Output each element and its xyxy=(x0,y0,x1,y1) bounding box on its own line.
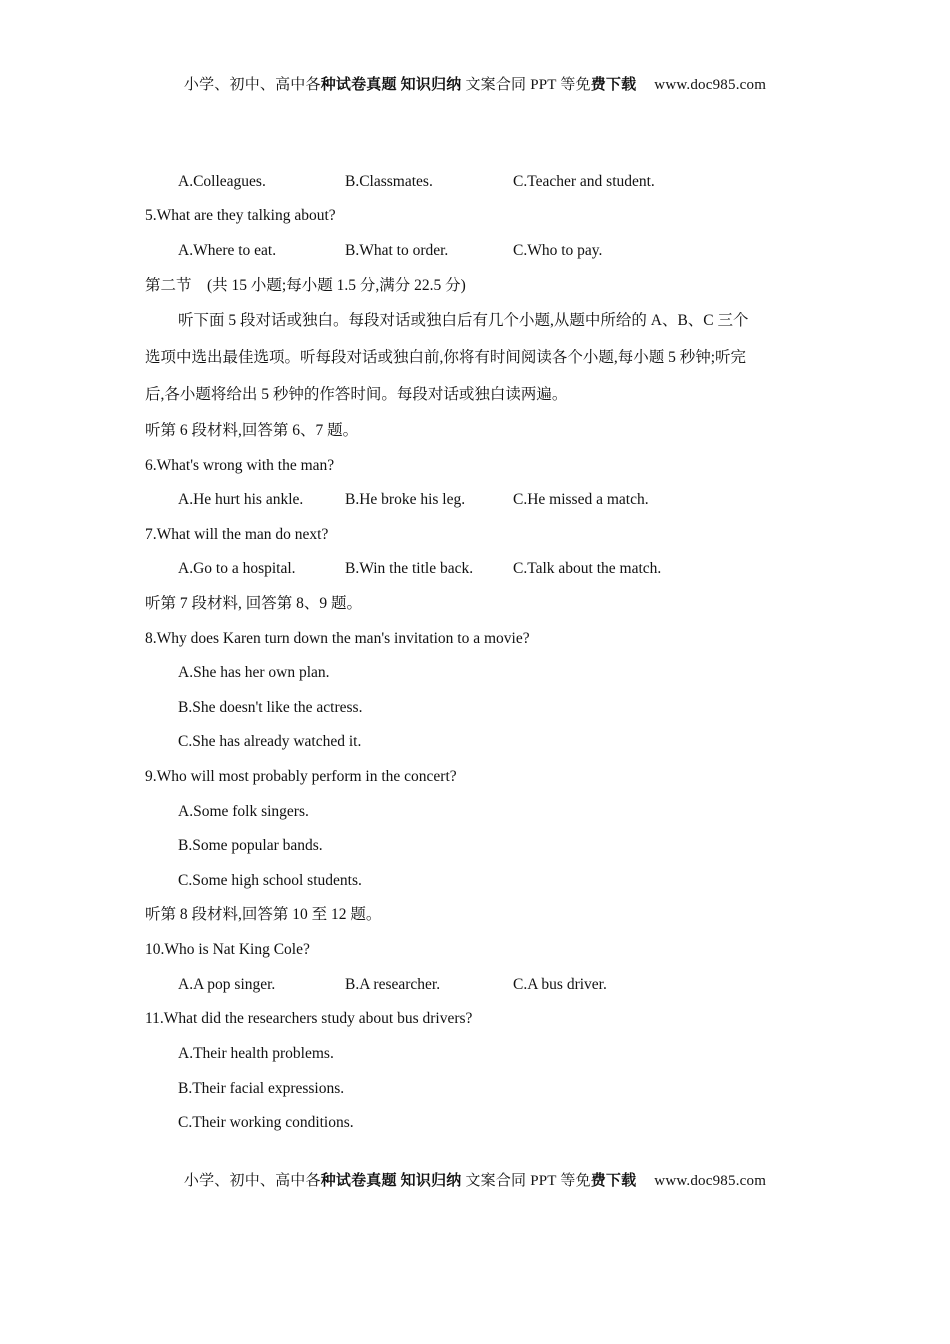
footer-text-5: 费下载 xyxy=(590,1173,637,1189)
header-text-2: 种试卷真题 xyxy=(320,77,397,93)
header-site: www.doc985.com xyxy=(654,77,767,93)
q8-option-b: B.She doesn't like the actress. xyxy=(178,699,363,716)
q8-option-c: C.She has already watched it. xyxy=(178,733,362,750)
header-text-4: 文案合同 PPT 等免 xyxy=(465,77,591,93)
q11-option-c: C.Their working conditions. xyxy=(178,1114,354,1131)
footer-text-1: 小学、初中、高中各 xyxy=(183,1173,321,1189)
q5-question: 5.What are they talking about? xyxy=(145,207,336,224)
q9-option-a: A.Some folk singers. xyxy=(178,803,309,820)
q9-option-c: C.Some high school students. xyxy=(178,872,362,889)
q4-option-a: A.Colleagues. xyxy=(178,173,266,190)
header-text-3: 知识归纳 xyxy=(400,77,462,93)
material-7-heading: 听第 7 段材料, 回答第 8、9 题。 xyxy=(145,595,363,612)
q7-question: 7.What will the man do next? xyxy=(145,526,329,543)
q10-option-c: C.A bus driver. xyxy=(513,976,607,993)
section2-instruction-3: 后,各小题将给出 5 秒钟的作答时间。每段对话或独白读两遍。 xyxy=(145,386,568,403)
q5-option-c: C.Who to pay. xyxy=(513,242,603,259)
footer-text-2: 种试卷真题 xyxy=(320,1173,397,1189)
q5-option-a: A.Where to eat. xyxy=(178,242,277,259)
q10-option-a: A.A pop singer. xyxy=(178,976,276,993)
q4-option-c: C.Teacher and student. xyxy=(513,173,655,190)
page-footer xyxy=(0,1169,950,1190)
q6-question: 6.What's wrong with the man? xyxy=(145,457,335,474)
q6-option-a: A.He hurt his ankle. xyxy=(178,491,304,508)
section2-title: 第二节 (共 15 小题;每小题 1.5 分,满分 22.5 分) xyxy=(145,277,466,294)
header-text-5: 费下载 xyxy=(590,77,637,93)
q6-option-c: C.He missed a match. xyxy=(513,491,649,508)
q5-option-b: B.What to order. xyxy=(345,242,449,259)
section2-instruction-1: 听下面 5 段对话或独白。每段对话或独白后有几个小题,从题中所给的 A、B、C 三个 xyxy=(178,312,749,329)
q7-option-a: A.Go to a hospital. xyxy=(178,560,296,577)
q9-question: 9.Who will most probably perform in the concert? xyxy=(145,768,457,785)
q9-option-b: B.Some popular bands. xyxy=(178,837,323,854)
footer-text-4: 文案合同 PPT 等免 xyxy=(465,1173,591,1189)
material-6-heading: 听第 6 段材料,回答第 6、7 题。 xyxy=(145,422,359,439)
q8-option-a: A.She has her own plan. xyxy=(178,664,330,681)
q10-option-b: B.A researcher. xyxy=(345,976,441,993)
header-text-1: 小学、初中、高中各 xyxy=(183,77,321,93)
q7-option-b: B.Win the title back. xyxy=(345,560,474,577)
material-8-heading: 听第 8 段材料,回答第 10 至 12 题。 xyxy=(145,906,382,923)
page-header xyxy=(0,73,950,94)
footer-site: www.doc985.com xyxy=(654,1173,767,1189)
footer-text-3: 知识归纳 xyxy=(400,1173,462,1189)
q6-option-b: B.He broke his leg. xyxy=(345,491,466,508)
q8-question: 8.Why does Karen turn down the man's invitation to a movie? xyxy=(145,630,530,647)
q11-question: 11.What did the researchers study about bus drivers? xyxy=(145,1010,473,1027)
q11-option-b: B.Their facial expressions. xyxy=(178,1080,345,1097)
q10-question: 10.Who is Nat King Cole? xyxy=(145,941,310,958)
q7-option-c: C.Talk about the match. xyxy=(513,560,662,577)
q4-option-b: B.Classmates. xyxy=(345,173,433,190)
q11-option-a: A.Their health problems. xyxy=(178,1045,334,1062)
section2-instruction-2: 选项中选出最佳选项。听每段对话或独白前,你将有时间阅读各个小题,每小题 5 秒钟;听完 xyxy=(145,349,747,366)
